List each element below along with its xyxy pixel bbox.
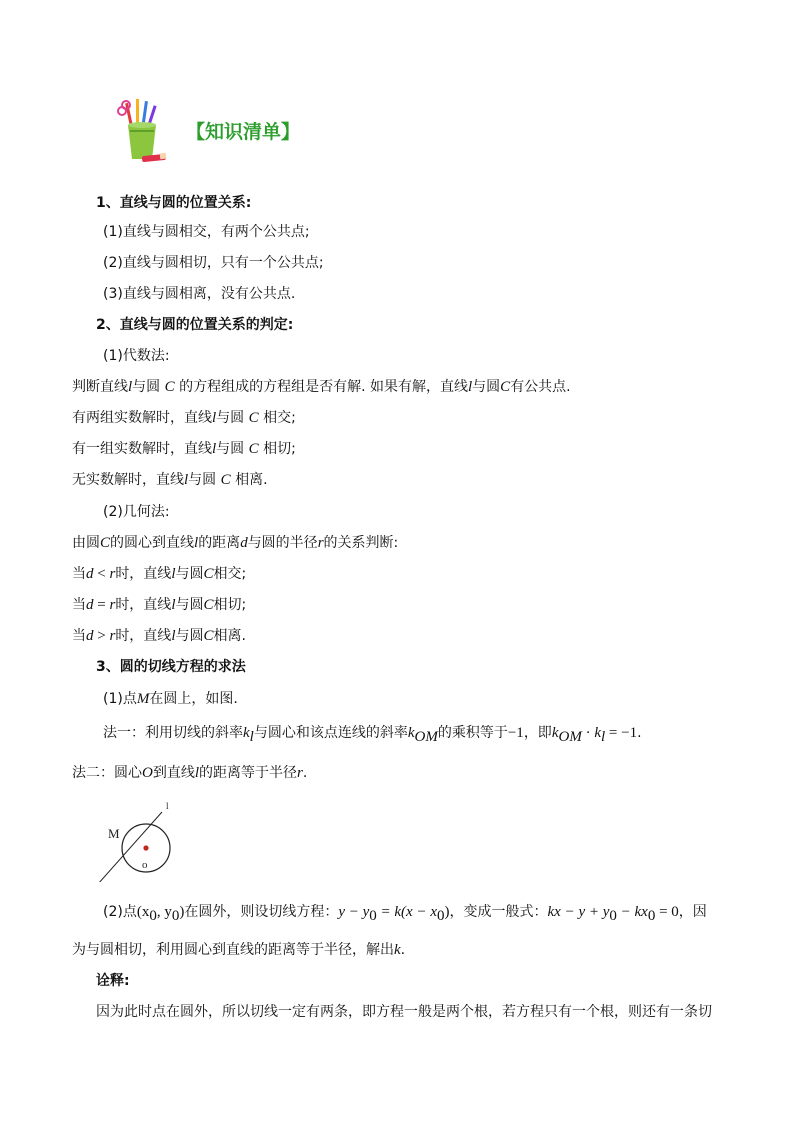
s1-item-1: (1)直线与圆相交，有两个公共点; [103,224,310,240]
algebra-line-1: 判断直线l与圆 C 的方程组成的方程组是否有解. 如果有解，直线l与圆C有公共点. [72,379,571,395]
s3-point-outside-cont: 为与圆相切，利用圆心到直线的距离等于半径，解出k. [72,942,406,958]
algebra-line-4: 无实数解时，直线l与圆 C 相离. [72,472,268,488]
s3-point-outside: (2)点($x_0$, $y_0$)在圆外，则设切线方程：$y - y_0 = k(x - x_0)$，变成一般式：kx − $y + y_0 - kx_0 = 0$，因 [103,904,707,924]
algebra-line-3: 有一组实数解时，直线l与圆 C 相切; [72,441,296,457]
s3-method-2: 法二：圆心O到直线l的距离等于半径r. [72,765,308,781]
algebra-line-2: 有两组实数解时，直线l与圆 C 相交; [72,410,296,426]
section-3-heading: 3、圆的切线方程的求法 [96,659,246,675]
geometry-case-equal: 当d = r时，直线l与圆C相切; [72,597,247,613]
pencil-cup-icon [116,97,170,167]
circle-center-dot [143,845,148,850]
label-o: o [142,859,148,871]
section-2-heading: 2、直线与圆的位置关系的判定: [96,317,294,333]
geometry-case-greater: 当d > r时，直线l与圆C相离. [72,628,246,644]
geometry-line-1: 由圆C的圆心到直线l的距离d与圆的半径r的关系判断: [72,535,399,551]
note-title: 诠释: [96,973,130,989]
section-1-heading: 1、直线与圆的位置关系: [96,195,252,211]
s1-item-2: (2)直线与圆相切，只有一个公共点; [103,255,324,271]
s1-item-3: (3)直线与圆相离，没有公共点. [103,286,296,302]
algebra-title: (1)代数法: [103,348,170,364]
tangent-figure [96,800,186,882]
geometry-title: (2)几何法: [103,504,170,520]
s3-point-on-circle: (1)点M在圆上，如图. [103,691,238,707]
s3-method-1: 法一：利用切线的斜率$k_l$与圆心和该点连线的斜率$k_{OM}$的乘积等于−1，即$k_{OM} \cdot k_l = -1$. [103,725,642,745]
geometry-case-less: 当d < r时，直线l与圆C相交; [72,566,247,582]
label-l: l [166,801,169,811]
note-text: 因为此时点在圆外，所以切线一定有两条，即方程一般是两个根，若方程只有一个根，则还有一条切 [96,1004,712,1020]
label-m: M [108,826,120,841]
page-title: 【知识清单】 [186,121,301,143]
